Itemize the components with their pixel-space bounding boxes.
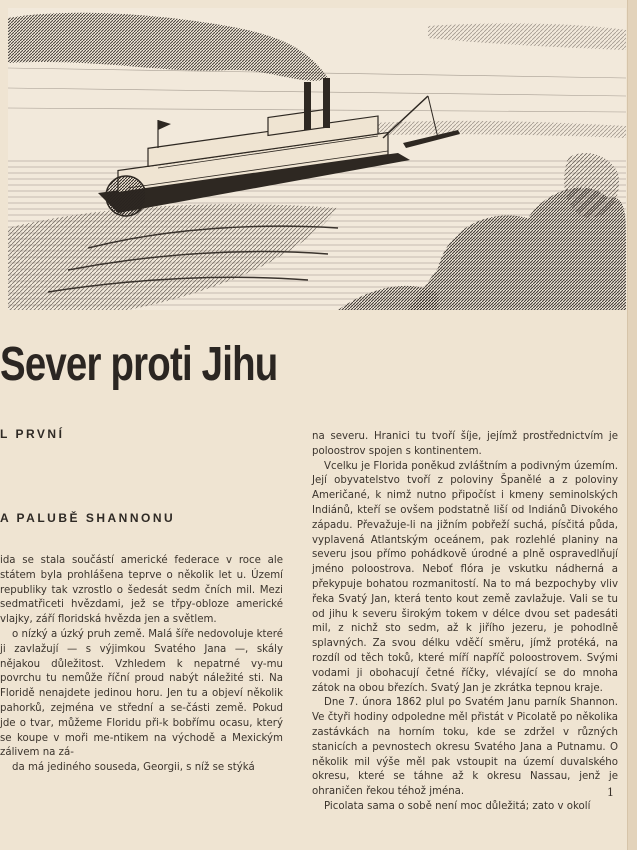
left-text-column: [0, 554, 283, 776]
page-number: 1: [607, 786, 614, 799]
paragraph: na severu. Hranici tu tvoří šíje, jejímž prostřednictvím je poloostrov spojen s kontinentem.: [312, 431, 618, 457]
page-edge: [627, 0, 637, 850]
right-text-column: [312, 430, 618, 815]
paragraph: Picolata sama o sobě není moc důležitá; zato v okolí: [324, 800, 591, 812]
steamboat-illustration: [8, 8, 626, 310]
paragraph: da má jediného souseda, Georgii, s níž se stýká: [12, 762, 255, 774]
paragraph: o nízký a úzký pruh země. Malá šíře nedovoluje které ji zavlažují — s výjimkou Svatého Jana —, skály nějakou důležitost. Vzhledem k nepatrné vy-mu povrchu tu nemůže říční proud nabýt náležité sti. Na Floridě nenajdete jedinou horu. Jen tu a objeví několik pahorků, zejména ve střední a se-části země. Pokud jde o tvar, můžeme Floridu při-k bobřímu ocasu, který se koupe v moři me-ntikem na východě a Mexickým zálivem na zá-: [0, 628, 283, 759]
paragraph: ida se stala součástí americké federace v roce ale státem byla prohlášena teprve o několik let u. Území republiky tak vzrostlo o šedesát sedm čních mil. Mezi sedmatřiceti hvězdami, jež se třpy-obloze americké vlajky, září floridská hvězda jen a světlem.: [0, 555, 283, 626]
article-title: Sever proti Jihu: [0, 338, 278, 391]
chapter-subheading: A PALUBĚ SHANNONU: [0, 511, 176, 525]
paragraph: Vcelku je Florida poněkud zvláštním a podivným územím. Její obyvatelstvo tvoří z poloviny Španělé a z poloviny Američané, k nimž nutno připočíst i kmeny seminolských Indiánů, kteří se ovšem podstatně liší od Indiánů Divokého západu. Převažuje-li na jižním pobřeží suchá, písčitá půda, vyplavená Atlantským oceánem, pak rozlehlé planiny na severu jsou přímo pohádkově úrodné a plně ospravedlňují jméno poloostrova. Neboť flóra je vskutku nádherná a překypuje bohatou rozmanitostí. Na to má bezpochyby vliv řeka Svatý Jan, která tento kout země zavlažuje. Vali se tu od jihu k severu širokým tokem v délce dvou set padesáti mil, z nichž sto sedm, až k jiřího jezeru, je pohodlně splavných. Za svou délku vděčí směru, jímž protéká, na rozdíl od těch toků, které míří napříč poloostrovem. Svými vodami ji obohacují četné říčky, vlévající se do mnoha zátok na obou březích. Svatý Jan je zkrátka tepnou kraje.: [312, 460, 618, 694]
part-label: L PRVNÍ: [0, 427, 65, 441]
paragraph: Dne 7. února 1862 plul po Svatém Janu parník Shannon. Ve čtyři hodiny odpoledne měl přistát v Picolatě po několika zastávkách na horním toku, kde se zdržel v různých stanicích a pevnostech okresu Svatého Jana a Putnamu. O několik mil výše měl pak vstoupit na území duvalského okresu, které se táhne až k okresu Nassau, jenž je ohraničen řekou téhož jména.: [312, 697, 618, 798]
